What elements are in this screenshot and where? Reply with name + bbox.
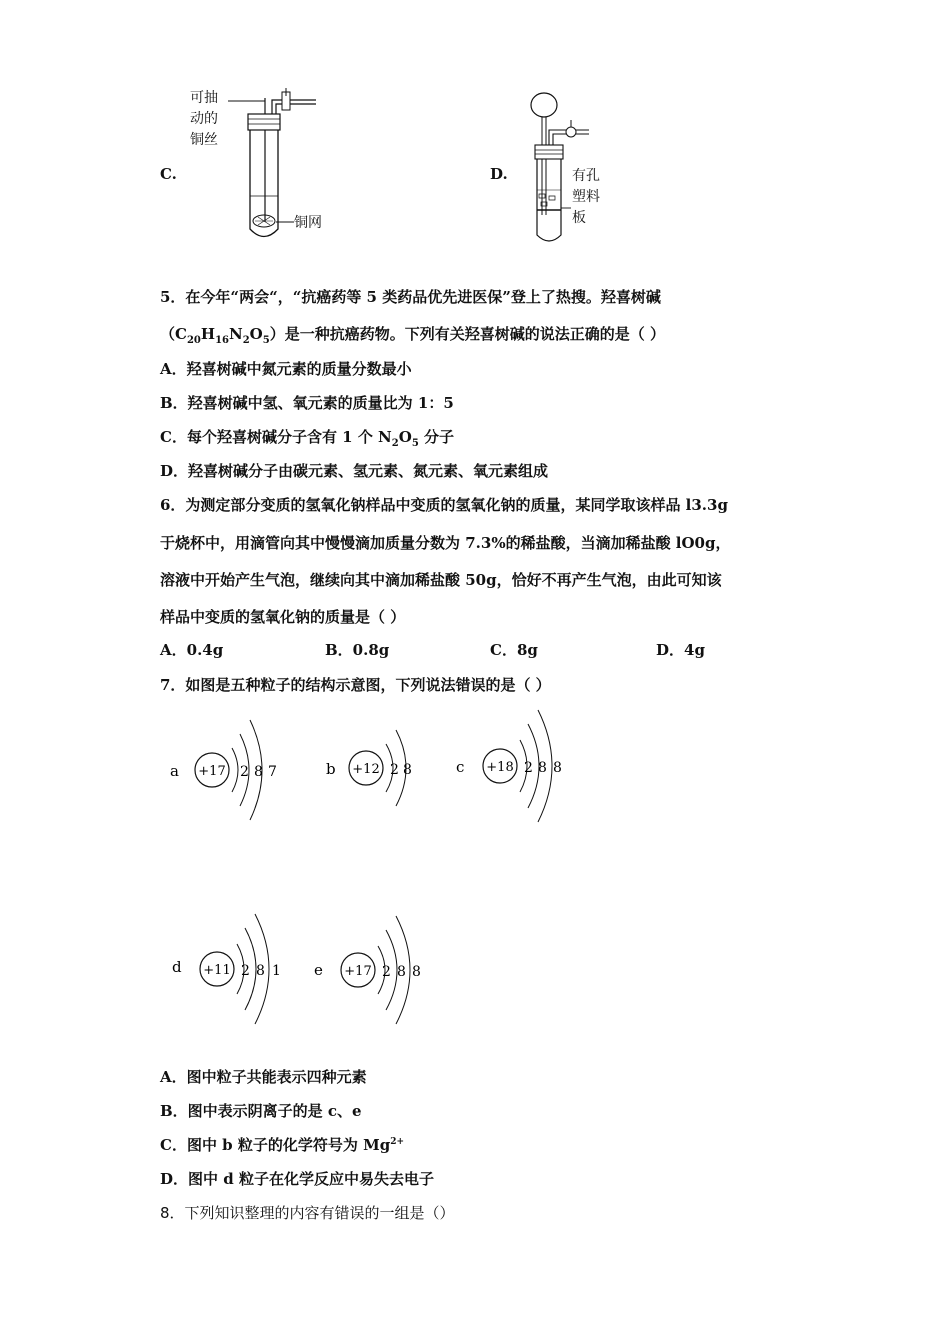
particle-e-shell-3: 8 [412,964,421,980]
option-d-label: D. [490,165,508,183]
particle-c-shell-3: 8 [553,760,562,776]
particle-b [326,730,412,806]
q7-option-b: B．图中表示阴离子的是 c、e [160,1102,362,1120]
particle-a-shell-1: 2 [240,764,249,780]
atomic-structure-diagrams [160,700,620,1030]
porous-plate-label: 有孔 塑料 板 [572,168,600,226]
particle-d-nucleus: +11 [203,963,231,978]
q7-option-a: A．图中粒子共能表示四种元素 [160,1068,367,1086]
q7-stem: 7．如图是五种粒子的结构示意图，下列说法错误的是（ ） [160,676,551,694]
q6-option-a: A．0.4g [160,641,224,659]
particle-a-shell-3: 7 [268,764,277,780]
particle-a-label: a [170,762,179,780]
particle-c-shell-1: 2 [524,760,533,776]
particle-d [172,914,281,1024]
q6-option-c: C．8g [490,641,538,659]
particle-b-label: b [326,760,336,778]
q5-option-c: C．每个羟喜树碱分子含有 1 个 $N_2O_5$ 分子 [160,428,455,449]
q6-stem-line2: 于烧杯中，用滴管向其中慢慢滴加质量分数为 7.3%的稀盐酸，当滴加稀盐酸 lO0g， [160,534,731,552]
q6-stem-line4: 样品中变质的氢氧化钠的质量是（ ） [160,608,406,626]
q8-stem: 8．下列知识整理的内容有错误的一组是（） [160,1204,455,1222]
q5-option-b: B．羟喜树碱中氢、氧元素的质量比为 1：5 [160,394,454,412]
particle-d-shell-3: 1 [272,963,281,979]
q6-option-b: B．0.8g [325,641,390,659]
particle-b-shell-2: 8 [403,762,412,778]
q5-stem-line1: 5．在今年“两会“，“抗癌药等 5 类药品优先进医保”登上了热搜。羟喜树碱 [160,288,661,306]
q6-stem-line3: 溶液中开始产生气泡，继续向其中滴加稀盐酸 50g，恰好不再产生气泡，由此可知该 [160,571,722,589]
particle-e-shell-1: 2 [382,964,391,980]
particle-b-nucleus: +12 [352,762,380,777]
particle-c-shell-2: 8 [538,760,547,776]
particle-a [170,720,277,820]
particle-e [314,916,421,1024]
q5-option-d: D．羟喜树碱分子由碳元素、氢元素、氮元素、氧元素组成 [160,462,549,480]
option-c-label: C. [160,165,177,183]
q6-stem-line1: 6．为测定部分变质的氢氧化钠样品中变质的氢氧化钠的质量，某同学取该样品 l3.3g [160,496,728,514]
q5-option-a: A．羟喜树碱中氮元素的质量分数最小 [160,360,412,378]
particle-a-shell-2: 8 [254,764,263,780]
particle-c [456,710,562,822]
q7-option-c: C．图中 b 粒子的化学符号为 $Mg^{2+}$ [160,1136,404,1154]
particle-e-label: e [314,961,323,979]
copper-wire-label: 可抽 动的 铜丝 [190,90,218,148]
q5-stem-line2: $(C_{20}H_{16}N_2O_5)$是一种抗癌药物。下列有关羟喜树碱的说法正确的是（ ） [160,325,665,346]
particle-d-shell-2: 8 [256,963,265,979]
particle-c-label: c [456,758,465,776]
q6-option-d: D．4g [656,641,705,659]
particle-e-nucleus: +17 [344,964,372,979]
particle-d-label: d [172,958,182,976]
particle-d-shell-1: 2 [241,963,250,979]
copper-mesh-label: 铜网 [294,215,322,231]
particle-b-shell-1: 2 [390,762,399,778]
particle-e-shell-2: 8 [397,964,406,980]
q7-option-d: D．图中 d 粒子在化学反应中易失去电子 [160,1170,434,1188]
particle-c-nucleus: +18 [486,760,514,775]
particle-a-nucleus: +17 [198,764,226,779]
